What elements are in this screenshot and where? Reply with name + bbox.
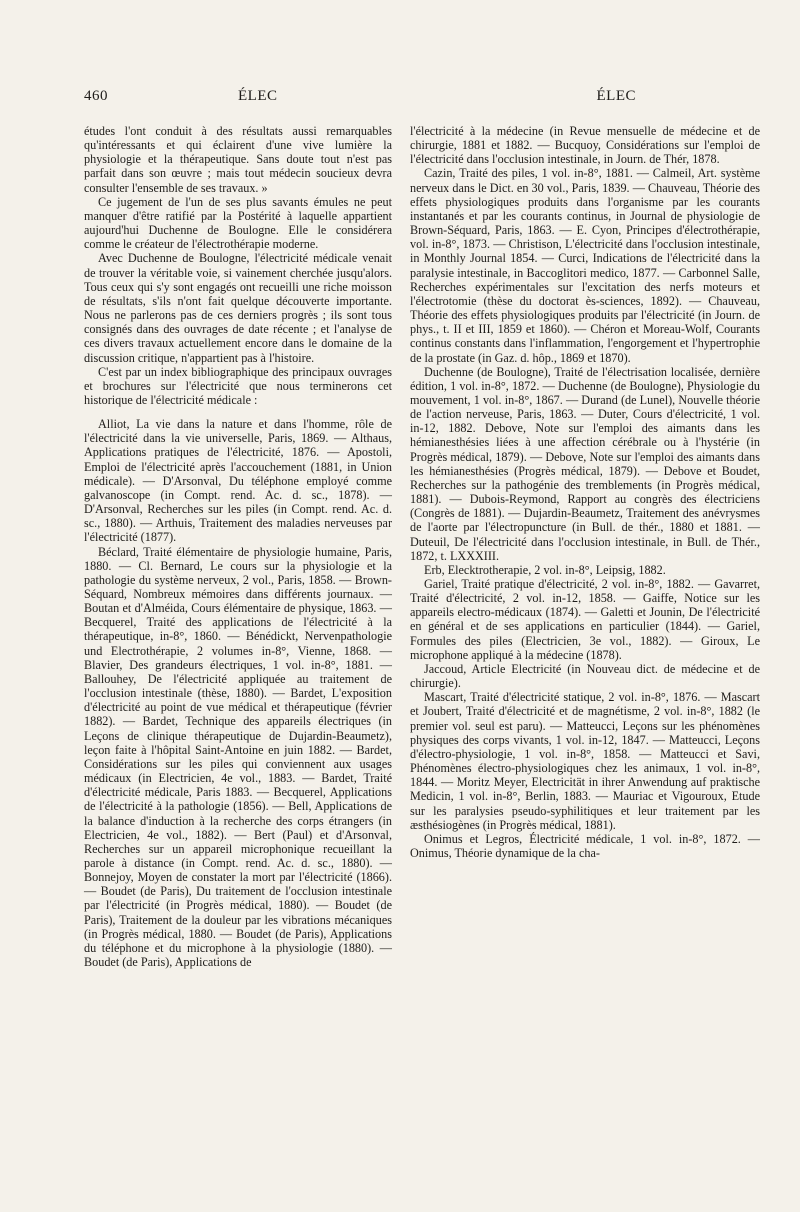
bibliography-entry: Cazin, Traité des piles, 1 vol. in-8°, 1881. — Calmeil, Art. système nerveux dans le Dict. en 30 vol., Paris, 1839. — Chauveau, Théorie des effets physiologiques produits dans l'organisme par les courants instantanés et par les courants continus, in Journal de physiologie de Brown-Séquard, Paris, 1863. — E. Cyon, Principes d'électrothérapie, vol. in-8°, 1873. — Christison, L'électricité dans l'occlusion intestinale, in Monthly Journal 1854. — Curci, Indications de l'électricité dans la paralysie intestinale, in Baccoglitori medico, 1877. — Carbonnel Salle, Recherches expérimentales sur l'excitation des nerfs moteurs et l'électrotomie (thèse du doctorat ès-sciences, 1892). — Chauveau, Théorie des effets physiologiques produits par l'électricité (in Journ. de phys., t. II et III, 1859 et 1860). — Chéron et Moreau-Wolf, Courants continus constants dans l'inflammation, l'engorgement et l'hypertrophie de la prostate (in Gaz. d. hôp., 1869 et 1870). xyxy=(410,166,760,365)
page-number: 460 xyxy=(84,88,108,104)
bibliography-entry: Jaccoud, Article Electricité (in Nouveau dict. de médecine et de chirurgie). xyxy=(410,661,760,691)
header-title-right: ÉLEC xyxy=(596,88,636,104)
paragraph: C'est par un index bibliographique des principaux ouvrages et brochures sur l'électricité que nous terminerons cet historique de l'électricité médicale : xyxy=(84,364,392,407)
running-header xyxy=(84,88,756,112)
right-column xyxy=(410,124,760,860)
bibliography-entry: Béclard, Traité élémentaire de physiologie humaine, Paris, 1880. — Cl. Bernard, Le cours sur la physiologie et la pathologie du système nerveux, 2 vol., Paris, 1858. — Brown-Séquard, Nombreux mémoires dans différents journaux. — Boutan et d'Alméida, Cours élémentaire de physique, 1863. — Becquerel, Traité des applications de l'électricité à la thérapeutique, in-8°, 1860. — Bénédickt, Nervenpathologie und Electrothérapie, 2 volumes in-8°, Vienne, 1868. — Blavier, Des grandeurs électriques, 1 vol. in-8°, 1881. — Ballouhey, De l'électricité appliquée au traitement de l'occlusion intestinale (thèse, 1880). — Bardet, L'exposition d'électricité au point de vue médical et thérapeutique (février 1882). — Bardet, Technique des appareils électriques (in Leçons de clinique thérapeutique de Dujardin-Beaumetz), leçon faite à l'hôpital Saint-Antoine en juin 1882. — Bardet, Considérations sur les piles qui conviennent aux usages médicaux (in Electricien, 4e vol., 1883. — Bardet, Traité d'électricité médicale, Paris 1883. — Becquerel, Applications de l'électricité à la pathologie (1856). — Bell, Applications de la balance d'induction à la recherche des corps étrangers (in Electricien, 4e vol., 1882). — Bert (Paul) et d'Arsonval, Recherches sur un appareil microphonique recueillant la parole à distance (in Compt. rend. Ac. d. sc., 1880). — Bonnejoy, Moyen de constater la mort par l'électricité (1866). — Boudet (de Paris), Du traitement de l'occlusion intestinale par l'électricité (in Progrès médical, 1880). — Boudet (de Paris), Traitement de la douleur par les vibrations mécaniques (in Progrès médical, 1880. — Boudet (de Paris), Applications du téléphone et du microphone à la physiologie (1880). — Boudet (de Paris), Applications de xyxy=(84,544,392,970)
bibliography-entry: l'électricité à la médecine (in Revue mensuelle de médecine et de chirurgie, 1881 et 1882. — Bucquoy, Considérations sur l'emploi de l'électricité dans l'occlusion intestinale, in Journ. de Thér, 1878. xyxy=(410,124,760,167)
bibliography-entry: Onimus et Legros, Électricité médicale, 1 vol. in-8°, 1872. — Onimus, Théorie dynamique de la cha- xyxy=(410,831,760,860)
bibliography-entry: Erb, Elecktrotherapie, 2 vol. in-8°, Leipsig, 1882. xyxy=(424,562,666,577)
bibliography-entry: Duchenne (de Boulogne), Traité de l'électrisation localisée, dernière édition, 1 vol. in-8°, 1872. — Duchenne (de Boulogne), Physiologie du mouvement, 1 vol. in-8°, 1867. — Durand (de Lunel), Nouvelle théorie de l'action nerveuse, Paris, 1863. — Duter, Cours d'électricité, 1 vol. in-12, 1882. Debove, Note sur l'emploi des aimants dans les hémianesthésies liées à une affection cérébrale ou à l'hystérie (in Progrès médical, 1879). — Debove, Note sur l'emploi des aimants dans les hémianesthésies (Progrès médical, 1879). — Debove et Boudet, Recherches sur la pathogénie des tremblements (in Progrès médical, 1881). — Dubois-Reymond, Rapport au congrès des électriciens (Congrès de 1881). — Dujardin-Beaumetz, Traitement des anévrysmes de l'aorte par l'électropuncture (in Bull. de thér., 1880 et 1881. — Duteuil, De l'électricité dans l'occlusion intestinale, in Bull. de Thér., 1872, t. LXXXIII. xyxy=(410,364,760,563)
paragraph: Ce jugement de l'un de ses plus savants émules ne peut manquer d'être ratifié par la Postérité à laquelle appartient aujourd'hui Duchenne de Boulogne. Elle le considérera comme le créateur de l'électrothérapie moderne. xyxy=(84,194,392,252)
paragraph: Avec Duchenne de Boulogne, l'électricité médicale venait de trouver la véritable voie, si vainement cherchée jusqu'alors. Tous ceux qui s'y sont engagés ont recueilli une riche moisson de résultats, s'ils n'ont fait quelque découverte importante. Nous ne parlerons pas de ces derniers progrès ; ils sont tous consignés dans des ouvrages de date récente ; et l'analyse de ces divers travaux actuellement encore dans le domaine de la discussion critique, n'appartient pas à l'histoire. xyxy=(84,251,392,365)
bibliography-entry: Gariel, Traité pratique d'électricité, 2 vol. in-8°, 1882. — Gavarret, Traité d'électricité, 2 vol. in-12, 1858. — Gaiffe, Notice sur les appareils electro-médicaux (1874). — Galetti et Jounin, De l'électricité en général et de ses applications en particulier (1844). — Gariel, Formules des piles (Electricien, 3e vol., 1882). — Giroux, Le microphone appliqué à la médecine (1878). xyxy=(410,577,760,662)
bibliography-entry: Mascart, Traité d'électricité statique, 2 vol. in-8°, 1876. — Mascart et Joubert, Traité d'électricité et de magnétisme, 2 vol. in-8°, 1882 (le premier vol. seul est paru). — Matteucci, Leçons sur les phénomènes physiques des corps vivants, 1 vol. in-12, 1847. — Matteucci, Leçons d'électro-physiologie, 1 vol. in-8°, 1858. — Matteucci et Savi, Phénomènes électro-physiologiques chez les animaux, 1 vol. in-8°, 1844. — Moritz Meyer, Electricität in ihrer Anwendung auf praktische Medicin, 1 vol. in-8°, Berlin, 1883. — Mauriac et Vigouroux, Etude sur les paralysies pseudo-syphilitiques et leur traitement par les æsthésiogènes (in Progrès médical, 1881). xyxy=(410,690,760,832)
bibliography-entry: Alliot, La vie dans la nature et dans l'homme, rôle de l'électricité dans la vie universelle, Paris, 1869. — Althaus, Applications pratiques de l'électricité, 1876. — Apostoli, Emploi de l'électricité après l'accouchement (1881, in Union médicale). — D'Arsonval, Du téléphone employé comme galvanoscope (in Compt. rend. Ac. d. sc., 1878). — D'Arsonval, Recherches sur les piles (in Compt. rend. Ac. d. sc., 1880). — Arthuis, Traitement des maladies nerveuses par l'électricité (1877). xyxy=(84,417,392,545)
header-title-left: ÉLEC xyxy=(238,88,278,104)
paragraph: études l'ont conduit à des résultats aussi remarquables qu'intéressants et qui éclairent d'une vive lumière la physiologie et la thérapeutique. Sans doute tout n'est pas parfait dans son œuvre ; mais tout médecin soucieux devra consulter l'ensemble de ses travaux. » xyxy=(84,124,392,195)
left-column xyxy=(84,124,392,969)
